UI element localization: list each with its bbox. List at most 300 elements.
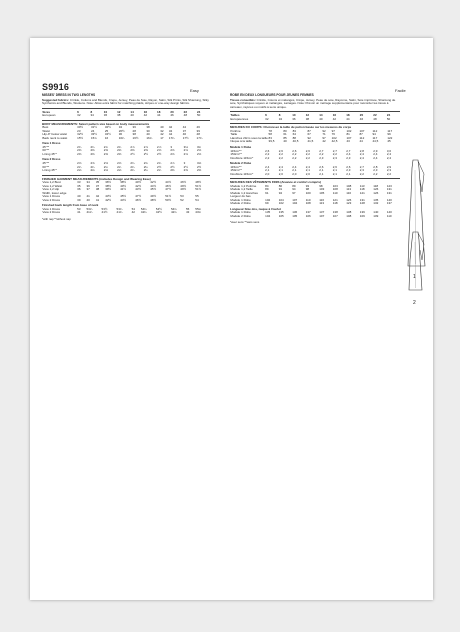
table-cell: 2⅝ [183, 151, 188, 156]
table-cell: 46 [359, 116, 364, 121]
row-label: Taille [230, 132, 238, 137]
table-cell: 42½ [150, 180, 157, 185]
table-cell: 3,0 [386, 148, 391, 153]
table-cell: 87 [359, 132, 363, 137]
table-cell: 105 [319, 190, 325, 195]
row-label: Hip-9" below waist [42, 132, 67, 137]
table-cell: 2⅝ [196, 151, 202, 156]
table-cell: 128 [359, 201, 365, 206]
table-cell: 42½ [155, 210, 162, 215]
table-cell: 30 [146, 128, 150, 133]
french-column [230, 78, 400, 225]
table-cell: 103 [332, 183, 338, 188]
table-cell: 46½ [135, 197, 142, 202]
row-label: Tailles [230, 113, 240, 118]
table-cell: 14 [130, 109, 134, 114]
table-cell: 38 [95, 187, 100, 192]
table-cell: 35 [95, 180, 100, 185]
table-cell: 23 [77, 128, 81, 133]
table-cell: 41½ [120, 187, 127, 192]
table-cell: 49½ [180, 187, 187, 192]
table-cell: 64 [292, 132, 296, 137]
table-cell: 2⅛ [103, 168, 108, 173]
table-cell: 48 [196, 132, 200, 137]
table-cell: 2⅛ [117, 168, 122, 173]
table-cell: 87 [307, 128, 311, 133]
table-cell: 31½ [91, 125, 97, 130]
table-cell: 36 [118, 132, 123, 137]
table-cell: 104 [265, 213, 271, 218]
divider [230, 111, 400, 112]
table-cell: 16 [332, 113, 337, 118]
table-cell: 41¾ [116, 210, 123, 215]
table-cell: 38 [146, 125, 150, 130]
table-row [42, 211, 210, 215]
table-cell: 42 [131, 210, 135, 215]
table-cell: 2,4 [373, 155, 378, 160]
table-cell: 39 [77, 197, 81, 202]
row-label: Poitrine [230, 128, 241, 133]
table-cell: 2⅞ [170, 161, 175, 166]
table-cell: 51½ [165, 194, 172, 199]
fabrics-fr: Tissus conseillés: Crinkle, Cotons et mélangés, Crêpe, Jersey, Peau de soie, Rayonne, Satin, Soie imprimée, Shantung de soie, Synthétiques soyeux et mélangés, Lainages. Note: Prévoir un métrage supplémentaire pour raccorder les tissus à carreaux, rayures ou motifs à sens unique. [230, 97, 396, 109]
table-cell: 2½ [143, 151, 148, 156]
table-cell: 17 [160, 135, 164, 140]
table-cell: 107 [292, 197, 298, 202]
table-cell: 40 [130, 113, 134, 118]
body-table-en [42, 126, 210, 140]
table-cell: 47½ [135, 194, 142, 199]
table-row [42, 169, 210, 173]
table-cell: 2,3 [332, 155, 337, 160]
table-cell: 2⅝ [77, 161, 82, 166]
table-cell: 18 [157, 109, 161, 114]
row-label: Modèle 2 Robe [230, 213, 251, 218]
view2-table-fr [230, 166, 400, 177]
table-cell: 38 [305, 116, 310, 121]
size-table-fr [230, 114, 400, 121]
table-cell: 126 [373, 190, 379, 195]
difficulty-en: Easy [190, 88, 199, 93]
table-cell: 40,5 [292, 139, 299, 144]
table-cell: 2¼ [143, 164, 148, 169]
row-label: View 1 Dress [42, 194, 61, 199]
table-cell: 80 [283, 128, 287, 133]
table-cell: 108 [332, 187, 338, 192]
table-cell: 113 [319, 201, 325, 206]
table-cell: 44 [157, 113, 161, 118]
table-cell: 6 [265, 113, 267, 118]
table-cell: 44 [346, 116, 350, 121]
divider [230, 123, 400, 124]
table-cell: 55¼ [195, 206, 202, 211]
table-cell: 38 [132, 132, 136, 137]
table-cell: 135 [265, 210, 271, 215]
table-cell: 2,1 [332, 171, 337, 176]
table-cell: 51½ [195, 183, 202, 188]
view1-heading-en: View 1 Dress [42, 141, 61, 146]
table-cell: 126 [373, 187, 379, 192]
row-label: Waist [42, 128, 50, 133]
table-cell: 39,5 [268, 139, 275, 144]
row-label: 150cm** [230, 168, 242, 173]
table-cell: 41 [77, 210, 81, 215]
table-cell: 2⅜ [130, 148, 135, 153]
table-cell: 32 [160, 128, 164, 133]
length-heading-fr: Longueur finie dos, nuque à l'ourlet [230, 206, 281, 211]
row-label: Back neck to waist [42, 135, 68, 140]
table-cell: 50½ [165, 197, 172, 202]
table-cell: 2,6 [305, 148, 310, 153]
footnote-fr: *avec sens **sans sens [230, 220, 260, 225]
table-cell: 16¼ [118, 135, 125, 140]
table-cell: 118 [332, 201, 338, 206]
table-cell: 43½ [105, 194, 112, 199]
table-cell: 2,2 [292, 155, 297, 160]
table-cell: 2,3 [346, 155, 351, 160]
table-cell: 2,9 [386, 164, 391, 169]
row-label: Bust [42, 125, 49, 130]
table-cell: 2,4 [346, 152, 351, 157]
row-label: View 1 Dress [42, 206, 61, 211]
table-cell: 102 [265, 197, 271, 202]
table-cell: 93 [305, 183, 310, 188]
table-cell: 17½ [182, 135, 189, 140]
table-cell: 2,2 [332, 152, 337, 157]
table-cell: 41¼ [86, 210, 93, 215]
table-cell: 2⅜ [143, 148, 148, 153]
table-cell: 42½ [105, 197, 112, 202]
table-cell: 24 [386, 113, 391, 118]
table-cell: 10 [292, 113, 296, 118]
table-cell: 41 [86, 194, 90, 199]
finished-heading-fr: MESURES DES VÊTEMENTS FINIS (Aisance et confort compris) [230, 180, 322, 185]
table-cell: 2¼ [143, 168, 148, 173]
table-cell: 37 [86, 187, 90, 192]
table-cell: 53¾ [116, 206, 123, 211]
table-cell: 88 [292, 135, 296, 140]
table-cell: 139 [359, 210, 365, 215]
row-label: 60"** [42, 148, 50, 153]
table-cell: 102 [331, 135, 337, 140]
table-cell: 26½ [118, 128, 125, 133]
table-cell: 36 [132, 125, 136, 130]
table-cell: 44½ [120, 197, 127, 202]
table-cell: 16 [104, 135, 109, 140]
table-cell: 2,2 [278, 155, 283, 160]
finished-table-en [42, 181, 210, 202]
table-cell: 2¼ [90, 164, 95, 169]
divider [230, 178, 400, 179]
table-cell: 116 [319, 197, 325, 202]
table-cell: 58 [268, 132, 272, 137]
table-cell: 107 [332, 213, 338, 218]
table-cell: 55 [195, 194, 199, 199]
table-cell: 89 [292, 183, 296, 188]
table-cell: 42 [322, 139, 326, 144]
finished-heading-en: FINISHED GARMENT MEASUREMENTS (includes Design and Wearing Ease) [42, 176, 151, 181]
table-cell: 46 [170, 113, 174, 118]
table-cell: 39 [196, 128, 200, 133]
table-cell: 2,9 [373, 148, 378, 153]
table-row [230, 140, 400, 144]
table-cell: 2½ [196, 164, 202, 169]
table-cell: 32 [77, 113, 81, 118]
table-cell: 38½ [120, 180, 127, 185]
table-cell: 135 [278, 210, 284, 215]
table-cell: 16 [143, 109, 148, 114]
table-cell: 137 [386, 201, 392, 206]
table-cell: 2,4 [278, 164, 283, 169]
table-cell: 2¾ [130, 161, 135, 166]
table-row [42, 137, 210, 141]
table-cell: 103 [319, 187, 325, 192]
table-cell: 18 [346, 113, 350, 118]
table-cell: 43 [185, 210, 190, 215]
table-cell: 2½ [183, 164, 188, 169]
table-cell: 121 [359, 190, 365, 195]
row-label: Modèle 1,2 Taille [230, 187, 253, 192]
table-cell: 2⅜ [90, 148, 95, 153]
table-cell: 123 [386, 183, 392, 188]
table-cell: 40½ [135, 180, 142, 185]
table-cell: 2⅜ [103, 151, 108, 156]
table-cell: 76 [331, 132, 335, 137]
table-cell: 40 [146, 132, 150, 137]
table-cell: 2⅝ [117, 161, 122, 166]
table-row [230, 118, 400, 122]
view-2-label: 2 [413, 300, 416, 306]
table-cell: 48 [183, 113, 188, 118]
table-cell: 2¾ [143, 161, 148, 166]
table-cell: 44 [168, 132, 173, 137]
table-cell: 20 [359, 113, 364, 118]
table-cell: 44 [359, 139, 363, 144]
table-cell: 42 [143, 113, 148, 118]
table-cell: 108 [305, 201, 311, 206]
table-cell: 3 [183, 161, 186, 166]
view-2-line-drawing [404, 230, 428, 325]
table-cell: 22 [183, 109, 188, 114]
table-row [42, 114, 210, 118]
table-cell: 2⅜ [77, 151, 82, 156]
table-cell: 2,0 [305, 171, 310, 176]
table-cell: 2¼ [117, 164, 122, 169]
table-cell: 126 [346, 197, 352, 202]
table-cell: 34 [86, 180, 90, 185]
table-cell: 44½ [165, 180, 172, 185]
table-cell: 37 [95, 183, 100, 188]
table-cell: 15¾ [91, 135, 97, 140]
table-cell: 54 [131, 206, 135, 211]
row-label: European [42, 113, 56, 118]
table-row [42, 199, 210, 203]
table-cell: 122 [387, 135, 393, 140]
table-cell: 2,2 [319, 152, 324, 157]
table-cell: 2¼ [157, 168, 162, 173]
table-cell: 3⅛ [196, 161, 202, 166]
table-cell: 34 [90, 113, 94, 118]
pattern-number: S9916 [42, 82, 70, 92]
table-cell: 42 [332, 116, 337, 121]
table-row [230, 157, 400, 161]
row-label: 60"** [42, 164, 50, 169]
table-cell: 2,0 [292, 171, 297, 176]
table-cell: 2⅜ [117, 151, 122, 156]
table-cell: 40½ [120, 183, 127, 188]
table-cell: 67 [307, 132, 311, 137]
table-cell: 2,4 [373, 152, 378, 157]
table-cell: 117 [372, 135, 378, 140]
row-label: 115cm** [230, 164, 242, 169]
body-heading-en: BODY MEASUREMENTS: Select pattern size based on body measurements [42, 121, 150, 126]
row-label: Width, lower edge [42, 190, 67, 195]
table-cell: 42,5 [331, 139, 338, 144]
table-cell: 2,0 [278, 171, 283, 176]
table-cell: 45½ [120, 194, 127, 199]
table-cell: 2,1 [319, 171, 324, 176]
table-cell: 40 [319, 116, 323, 121]
table-cell: 38 [117, 113, 121, 118]
table-cell: 131 [386, 190, 392, 195]
table-cell: 42 [95, 194, 100, 199]
table-cell: 34½ [104, 132, 111, 137]
table-cell: 2⅝ [90, 161, 95, 166]
table-cell: 6 [77, 109, 79, 114]
table-cell: 46 [196, 125, 200, 130]
table-cell: 107 [319, 213, 325, 218]
table-cell: 106 [305, 213, 311, 218]
table-cell: 2⅝ [157, 148, 162, 153]
table-cell: 2⅝ [183, 148, 188, 153]
table-cell: 2⅜ [170, 168, 175, 173]
table-cell: 50 [196, 113, 201, 118]
row-label: View 1,2 Waist [42, 183, 63, 188]
row-label: 45"** [42, 144, 50, 149]
table-cell: 108 [346, 183, 352, 188]
table-cell: 16½ [132, 135, 139, 140]
table-cell: 33 [77, 180, 81, 185]
row-label: Lining 45"* [42, 168, 57, 173]
table-cell: 3¼ [196, 144, 202, 149]
row-label: Modèle 1 Robe [230, 197, 251, 202]
table-cell: 54 [195, 197, 199, 202]
row-label: Modèle 1,2 Hanches [230, 190, 258, 195]
difficulty-fr: Facile [395, 88, 406, 93]
table-cell: 109 [359, 213, 365, 218]
length-table-fr [230, 211, 400, 218]
row-label: Modèle 2 Robe [230, 201, 251, 206]
table-cell: 98 [305, 187, 310, 192]
table-cell: 2,2 [292, 152, 297, 157]
view2-heading-fr: Modèle 2 Robe [230, 161, 252, 166]
table-cell: 30½ [77, 125, 84, 130]
table-cell: 2,7 [319, 148, 324, 153]
table-cell: 2,1 [332, 168, 337, 173]
table-cell: 2,4 [386, 155, 391, 160]
table-cell: 32½ [77, 132, 84, 137]
table-cell: 94 [292, 187, 296, 192]
table-cell: 44 [182, 125, 187, 130]
table-cell: 2,3 [319, 155, 324, 160]
fabrics-en: Suggested fabrics: Crinkle, Cottons and Blends, Crepe, Jersey, Peau de Soie, Rayon, Satin, Silk Prints, Silk Shantung, Silky Synthetics and Blends, Woolens. Note: Allow extra fabric for matching plaids, stripes or one-way design fabrics. [42, 97, 209, 106]
table-cell: 2,4 [305, 164, 310, 169]
table-cell: 42 [160, 132, 164, 137]
table-cell: 83 [268, 135, 272, 140]
table-cell: 113 [359, 183, 365, 188]
table-cell: 2⅝ [196, 148, 202, 153]
table-cell: 2,6 [265, 148, 270, 153]
row-label: View 1,2 Bust [42, 180, 61, 185]
table-cell: 112 [359, 135, 365, 140]
row-label: 45"** [42, 161, 50, 166]
table-cell: 107 [346, 135, 352, 140]
table-cell: 2½ [157, 151, 162, 156]
table-cell: 3⅛ [183, 144, 188, 149]
table-cell: 92 [322, 128, 326, 133]
table-cell: 2,3 [386, 168, 391, 173]
table-cell: 38½ [105, 183, 112, 188]
table-cell: 2⅛ [90, 168, 95, 173]
table-cell: 8 [90, 109, 93, 114]
table-cell: 61 [283, 132, 287, 137]
row-label: Sizes [42, 109, 51, 114]
table-row [230, 173, 400, 177]
table-cell: 2,1 [319, 168, 324, 173]
table-cell: 117 [387, 128, 393, 133]
table-cell: 35 [77, 183, 81, 188]
table-cell: 2¾ [77, 144, 82, 149]
table-cell: 2½ [170, 164, 175, 169]
table-cell: 104 [278, 197, 284, 202]
row-label: Lining 45"* [42, 151, 57, 156]
row-label: Européennes [230, 116, 249, 121]
table-cell: 137 [319, 210, 325, 215]
table-cell: 43¼ [195, 210, 202, 215]
pattern-envelope-back [30, 38, 433, 600]
table-cell: 91 [265, 190, 269, 195]
table-cell: 110 [305, 197, 311, 202]
table-cell: 25 [104, 128, 109, 133]
table-cell: 81 [346, 132, 350, 137]
table-cell: 2,6 [278, 148, 283, 153]
table-cell: 22 [373, 113, 377, 118]
table-cell: 110 [386, 213, 392, 218]
table-cell: 121 [332, 197, 338, 202]
table-cell: 32 [265, 116, 269, 121]
table-cell: 136 [292, 210, 298, 215]
table-cell: 47½ [165, 187, 172, 192]
table-cell: 97 [292, 190, 296, 195]
table-cell: 2,4 [359, 155, 364, 160]
table-cell: 44,5 [372, 139, 379, 144]
table-cell: 131 [359, 197, 365, 202]
table-cell: 54¾ [170, 206, 177, 211]
table-cell: 2¼ [130, 164, 135, 169]
view1-table-fr [230, 150, 400, 161]
table-cell: 36½ [105, 180, 112, 185]
divider [42, 175, 210, 176]
row-label: Doublure 115cm* [230, 155, 254, 160]
table-cell: 53¼ [86, 206, 93, 211]
table-cell: 2¾ [103, 144, 108, 149]
table-cell: 2¾ [90, 144, 95, 149]
table-cell: 118 [373, 183, 379, 188]
table-cell: 53 [77, 206, 81, 211]
table-cell: 92 [307, 135, 311, 140]
table-cell: 2,7 [359, 164, 364, 169]
table-cell: 2,3 [373, 168, 378, 173]
